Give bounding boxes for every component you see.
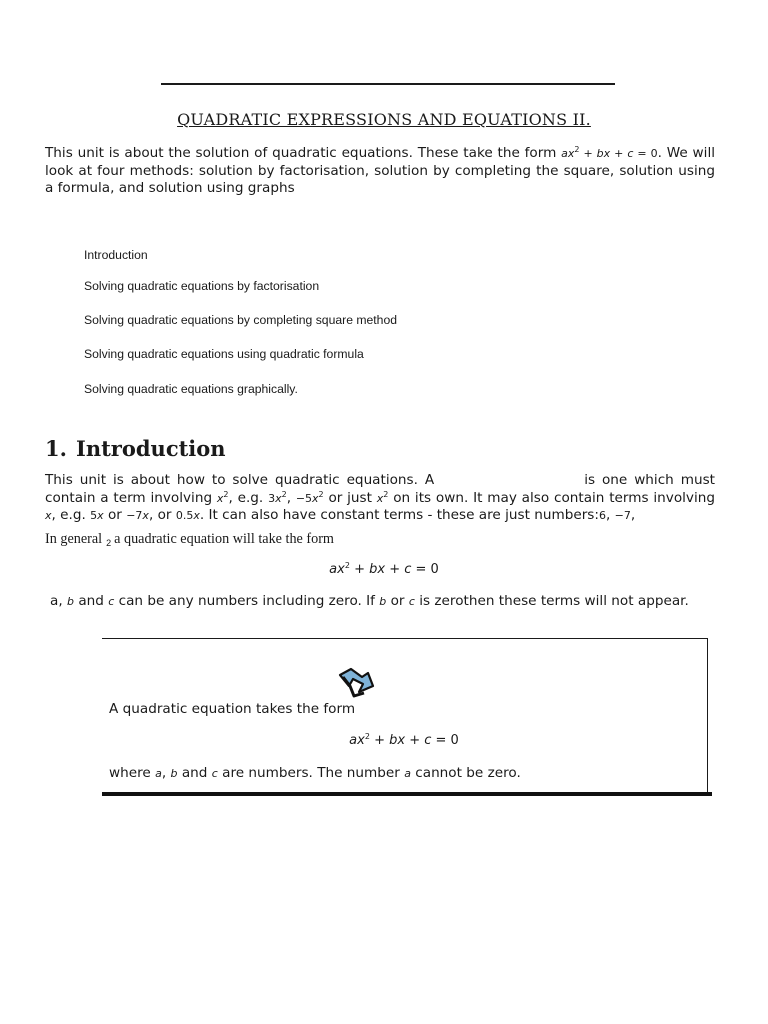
intro-paragraph: This unit is about the solution of quadratic equations. These take the form $ax^2$ + bx + c = 0. We will look at four methods: solution by factorisation, solution by completing the square, solution using a formula, and solution using graphs bbox=[45, 145, 715, 196]
in-general-line: In general $_2$ a quadratic equation will take the form bbox=[45, 531, 334, 548]
general-equation: $ax^2$ + bx + c = 0 bbox=[329, 561, 439, 577]
section-paragraph: This unit is about how to solve quadratic equations. A is one which must contain a term involving $x^2$, e.g. $3x^2$, $-5x^2$ or just $x^2$ on its own. It may also contain terms involving x, e.g. 5x or −7x, or 0.5x. It can also have constant terms - these are just numbers:6, −7, bbox=[45, 472, 715, 523]
box-equation: $ax^2$ + bx + c = 0 bbox=[349, 732, 459, 748]
toc-item-factorisation[interactable]: Solving quadratic equations by factorisation bbox=[84, 279, 320, 293]
box-condition: where a, b and c are numbers. The number a cannot be zero. bbox=[109, 765, 521, 781]
toc-item-formula[interactable]: Solving quadratic equations using quadratic formula bbox=[84, 347, 364, 361]
pointing-hand-icon bbox=[337, 666, 377, 700]
document-title: QUADRATIC EXPRESSIONS AND EQUATIONS II. bbox=[177, 110, 591, 129]
toc-item-graphically[interactable]: Solving quadratic equations graphically. bbox=[84, 382, 298, 396]
coefficients-note: a, b and c can be any numbers including zero. If b or c is zerothen these terms will not appear. bbox=[50, 593, 689, 609]
top-rule bbox=[161, 83, 615, 85]
box-statement: A quadratic equation takes the form bbox=[109, 701, 356, 717]
toc-item-completing-square[interactable]: Solving quadratic equations by completing square method bbox=[84, 313, 398, 327]
section-heading: 1. Introduction bbox=[45, 436, 226, 461]
key-point-box-border bbox=[102, 792, 712, 796]
toc-item-introduction[interactable]: Introduction bbox=[84, 248, 148, 262]
